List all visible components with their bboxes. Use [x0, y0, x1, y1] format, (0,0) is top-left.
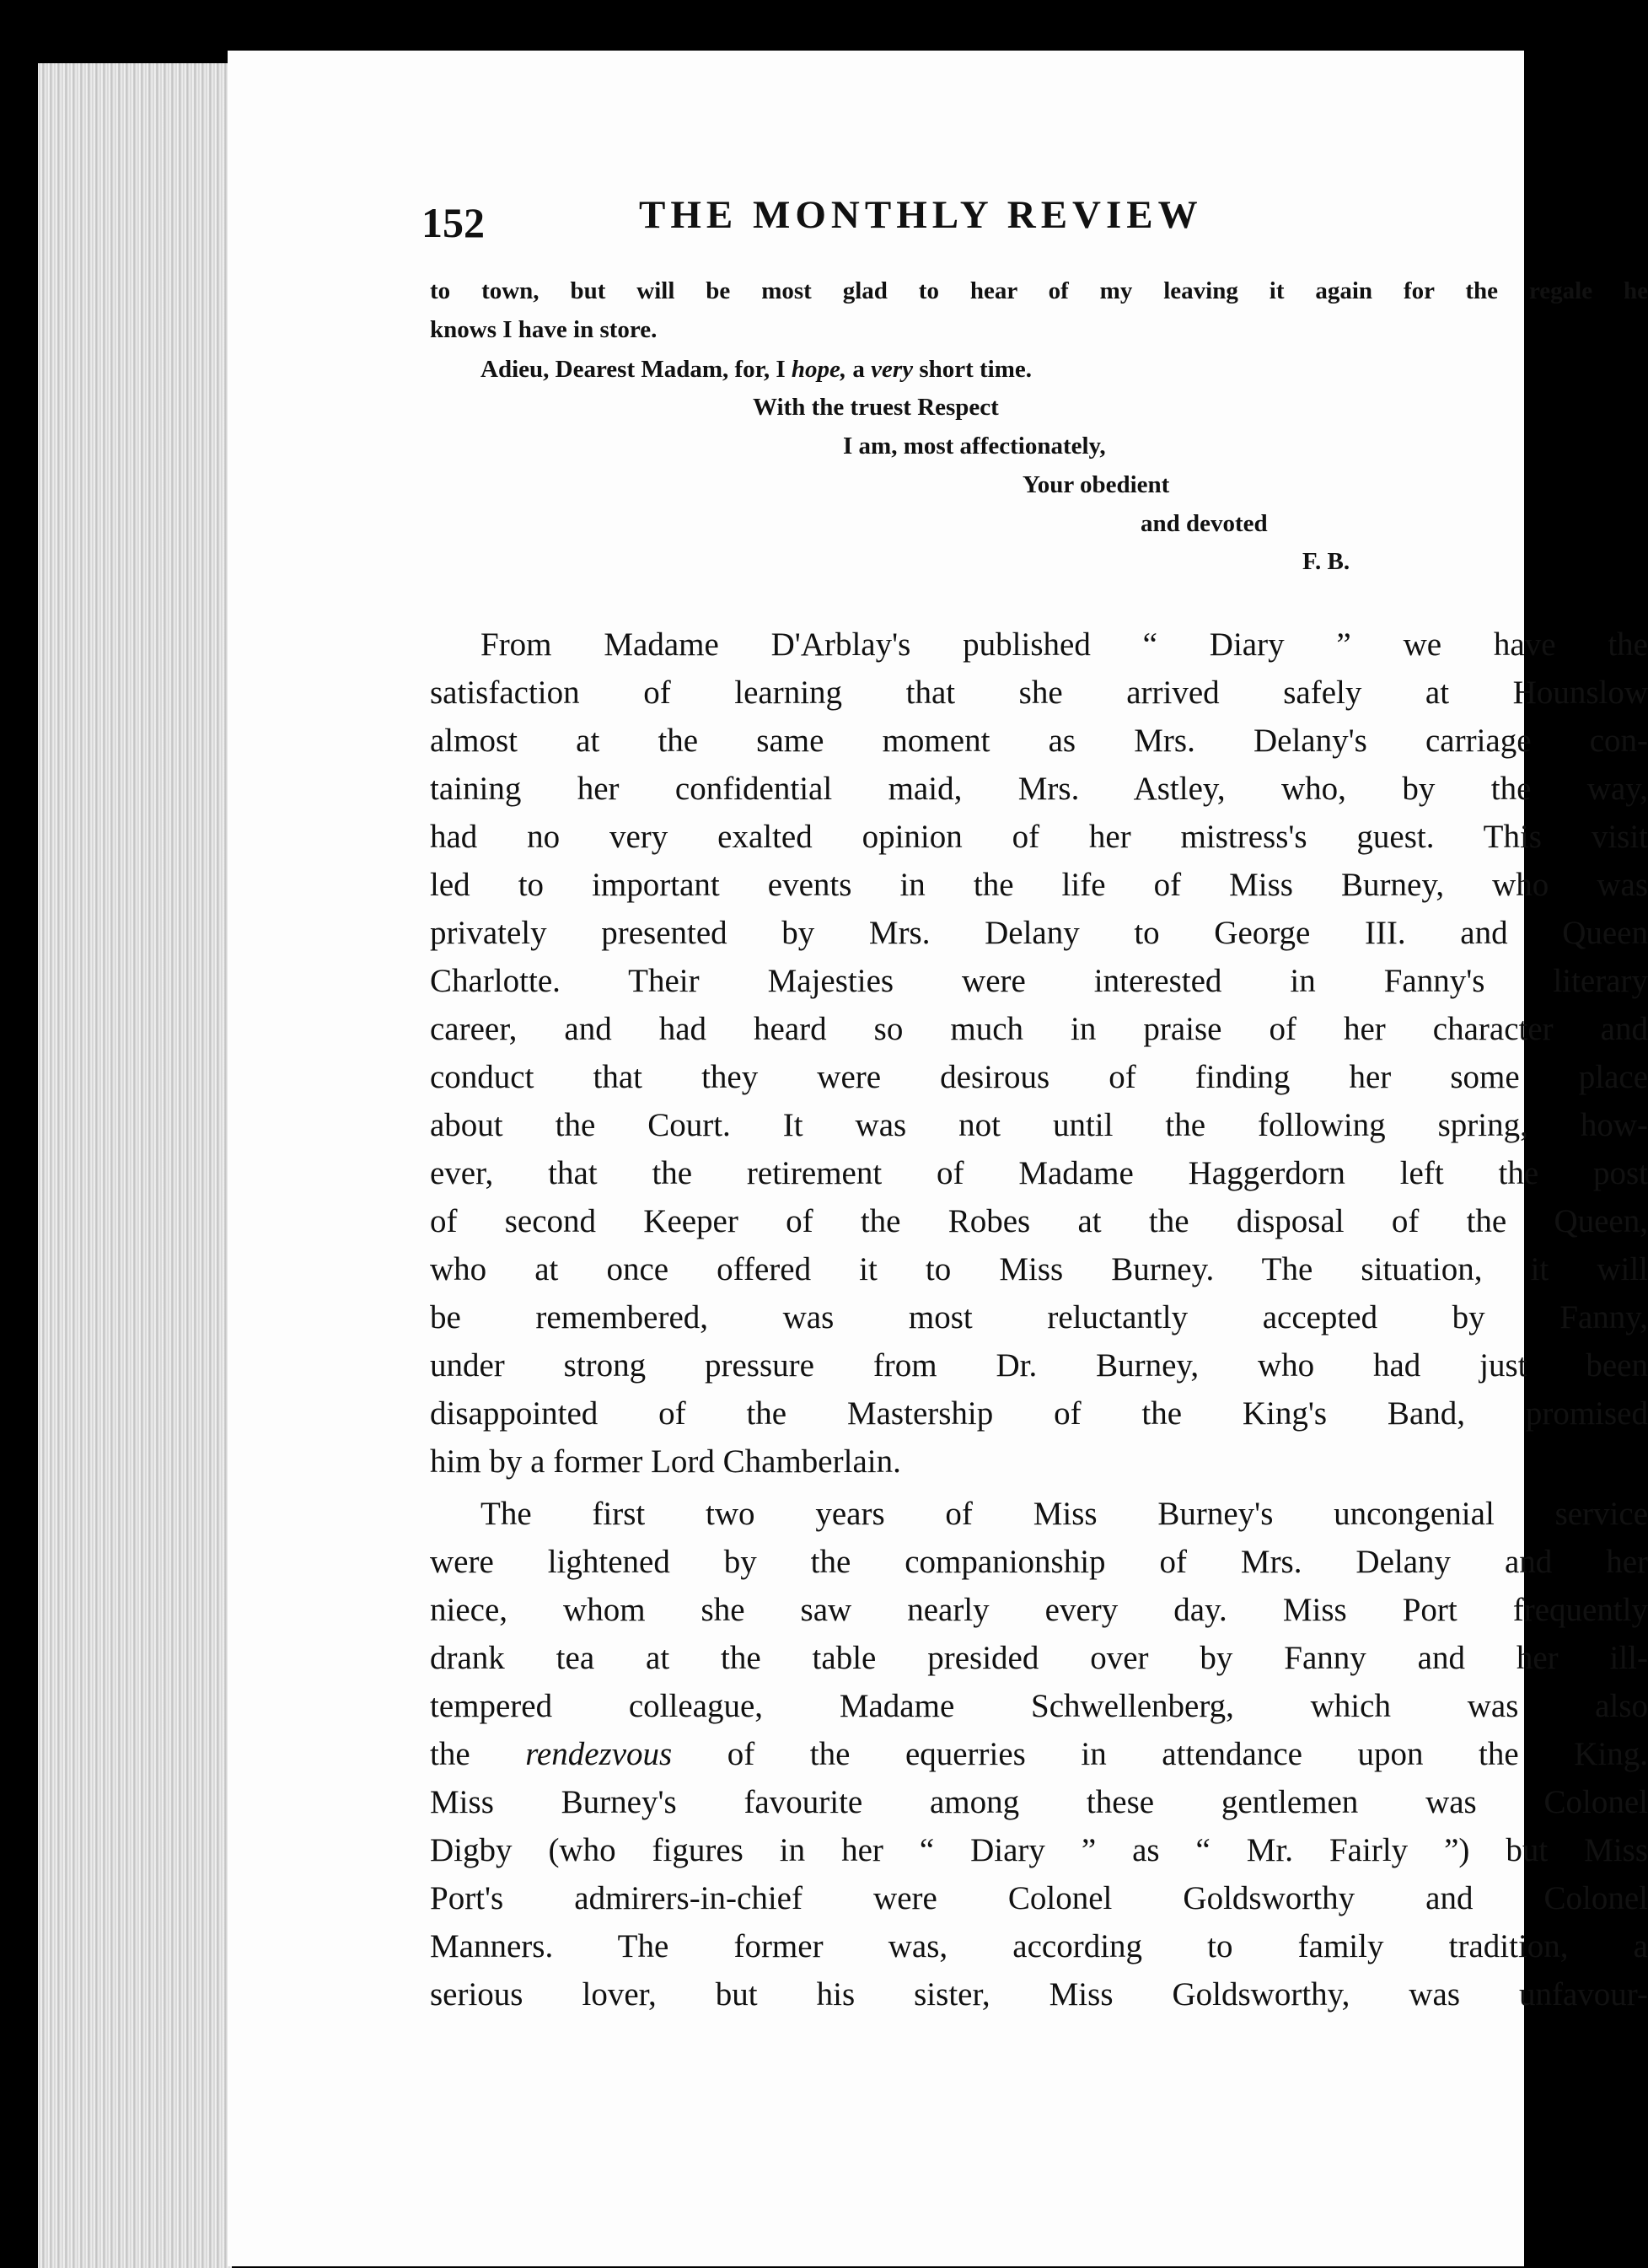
text-line: conduct that they were desirous of finding her some place [430, 1059, 1648, 1095]
book-page-edges [38, 63, 232, 2268]
text-line: niece, whom she saw nearly every day. Miss Port frequently [430, 1592, 1648, 1628]
letter-closing-line: I am, most affectionately, [843, 433, 1106, 460]
text-line: serious lover, but his sister, Miss Goldsworthy, was unfavour- [430, 1976, 1648, 2013]
text-line: disappointed of the Mastership of the King's Band, promised [430, 1395, 1648, 1432]
running-head: THE MONTHLY REVIEW [639, 193, 1203, 237]
text-line: led to important events in the life of Miss Burney, who was [430, 867, 1648, 903]
text-line: who at once offered it to Miss Burney. The situation, it will [430, 1251, 1648, 1287]
text-line: drank tea at the table presided over by Fanny and her ill- [430, 1640, 1648, 1676]
text-line: The first two years of Miss Burney's uncongenial service [480, 1496, 1648, 1532]
text-line: Charlotte. Their Majesties were interested in Fanny's literary [430, 963, 1648, 999]
letter-postscript [430, 271, 1648, 349]
text-line: had no very exalted opinion of her mistress's guest. This visit [430, 819, 1648, 855]
text-line: him by a former Lord Chamberlain. [430, 1443, 901, 1480]
text-line: under strong pressure from Dr. Burney, who had just been [430, 1347, 1648, 1384]
letter-closing-line: and devoted [1141, 510, 1268, 537]
text-line: be remembered, was most reluctantly accepted by Fanny, [430, 1299, 1648, 1336]
page-number: 152 [421, 199, 485, 246]
letter-closing-line: Your obedient [1023, 471, 1170, 498]
text-line: career, and had heard so much in praise of her character and [430, 1011, 1648, 1047]
text-line: the rendezvous of the equerries in attendance upon the King. [430, 1736, 1648, 1772]
text-line: tempered colleague, Madame Schwellenberg, which was also [430, 1688, 1648, 1724]
text-line: From Madame D'Arblay's published “ Diary ” we have the [480, 626, 1648, 663]
letter-signature: F. B. [1302, 548, 1350, 575]
book-page [228, 51, 1648, 2266]
text-line: privately presented by Mrs. Delany to George III. and Queen [430, 915, 1648, 951]
letter-adieu: Adieu, Dearest Madam, for, I hope, a very short time. [480, 356, 1033, 383]
text-line: of second Keeper of the Robes at the disposal of the Queen, [430, 1203, 1648, 1239]
text-line: ever, that the retirement of Madame Haggerdorn left the post [430, 1155, 1648, 1191]
text-line: almost at the same moment as Mrs. Delany's carriage con- [430, 723, 1648, 759]
text-line: satisfaction of learning that she arrived safely at Hounslow [430, 674, 1648, 711]
letter-line: knows I have in store. [430, 316, 658, 343]
text-line: Port's admirers-in-chief were Colonel Goldsworthy and Colonel [430, 1880, 1648, 1916]
letter-closing-line: With the truest Respect [753, 394, 999, 421]
text-line: about the Court. It was not until the following spring, how- [430, 1107, 1648, 1143]
paragraph-1 [430, 621, 1648, 1486]
paragraph-2 [430, 1490, 1648, 2018]
text-line: taining her confidential maid, Mrs. Astley, who, by the way, [430, 771, 1648, 807]
text-line: Manners. The former was, according to family tradition, a [430, 1928, 1648, 1964]
text-line: were lightened by the companionship of Mrs. Delany and her [430, 1544, 1648, 1580]
text-line: Digby (who figures in her “ Diary ” as “ Mr. Fairly ”) but Miss [430, 1832, 1648, 1868]
text-line: Miss Burney's favourite among these gentlemen was Colonel [430, 1784, 1648, 1820]
letter-line: to town, but will be most glad to hear of my leaving it again for the regale he [430, 277, 1648, 304]
